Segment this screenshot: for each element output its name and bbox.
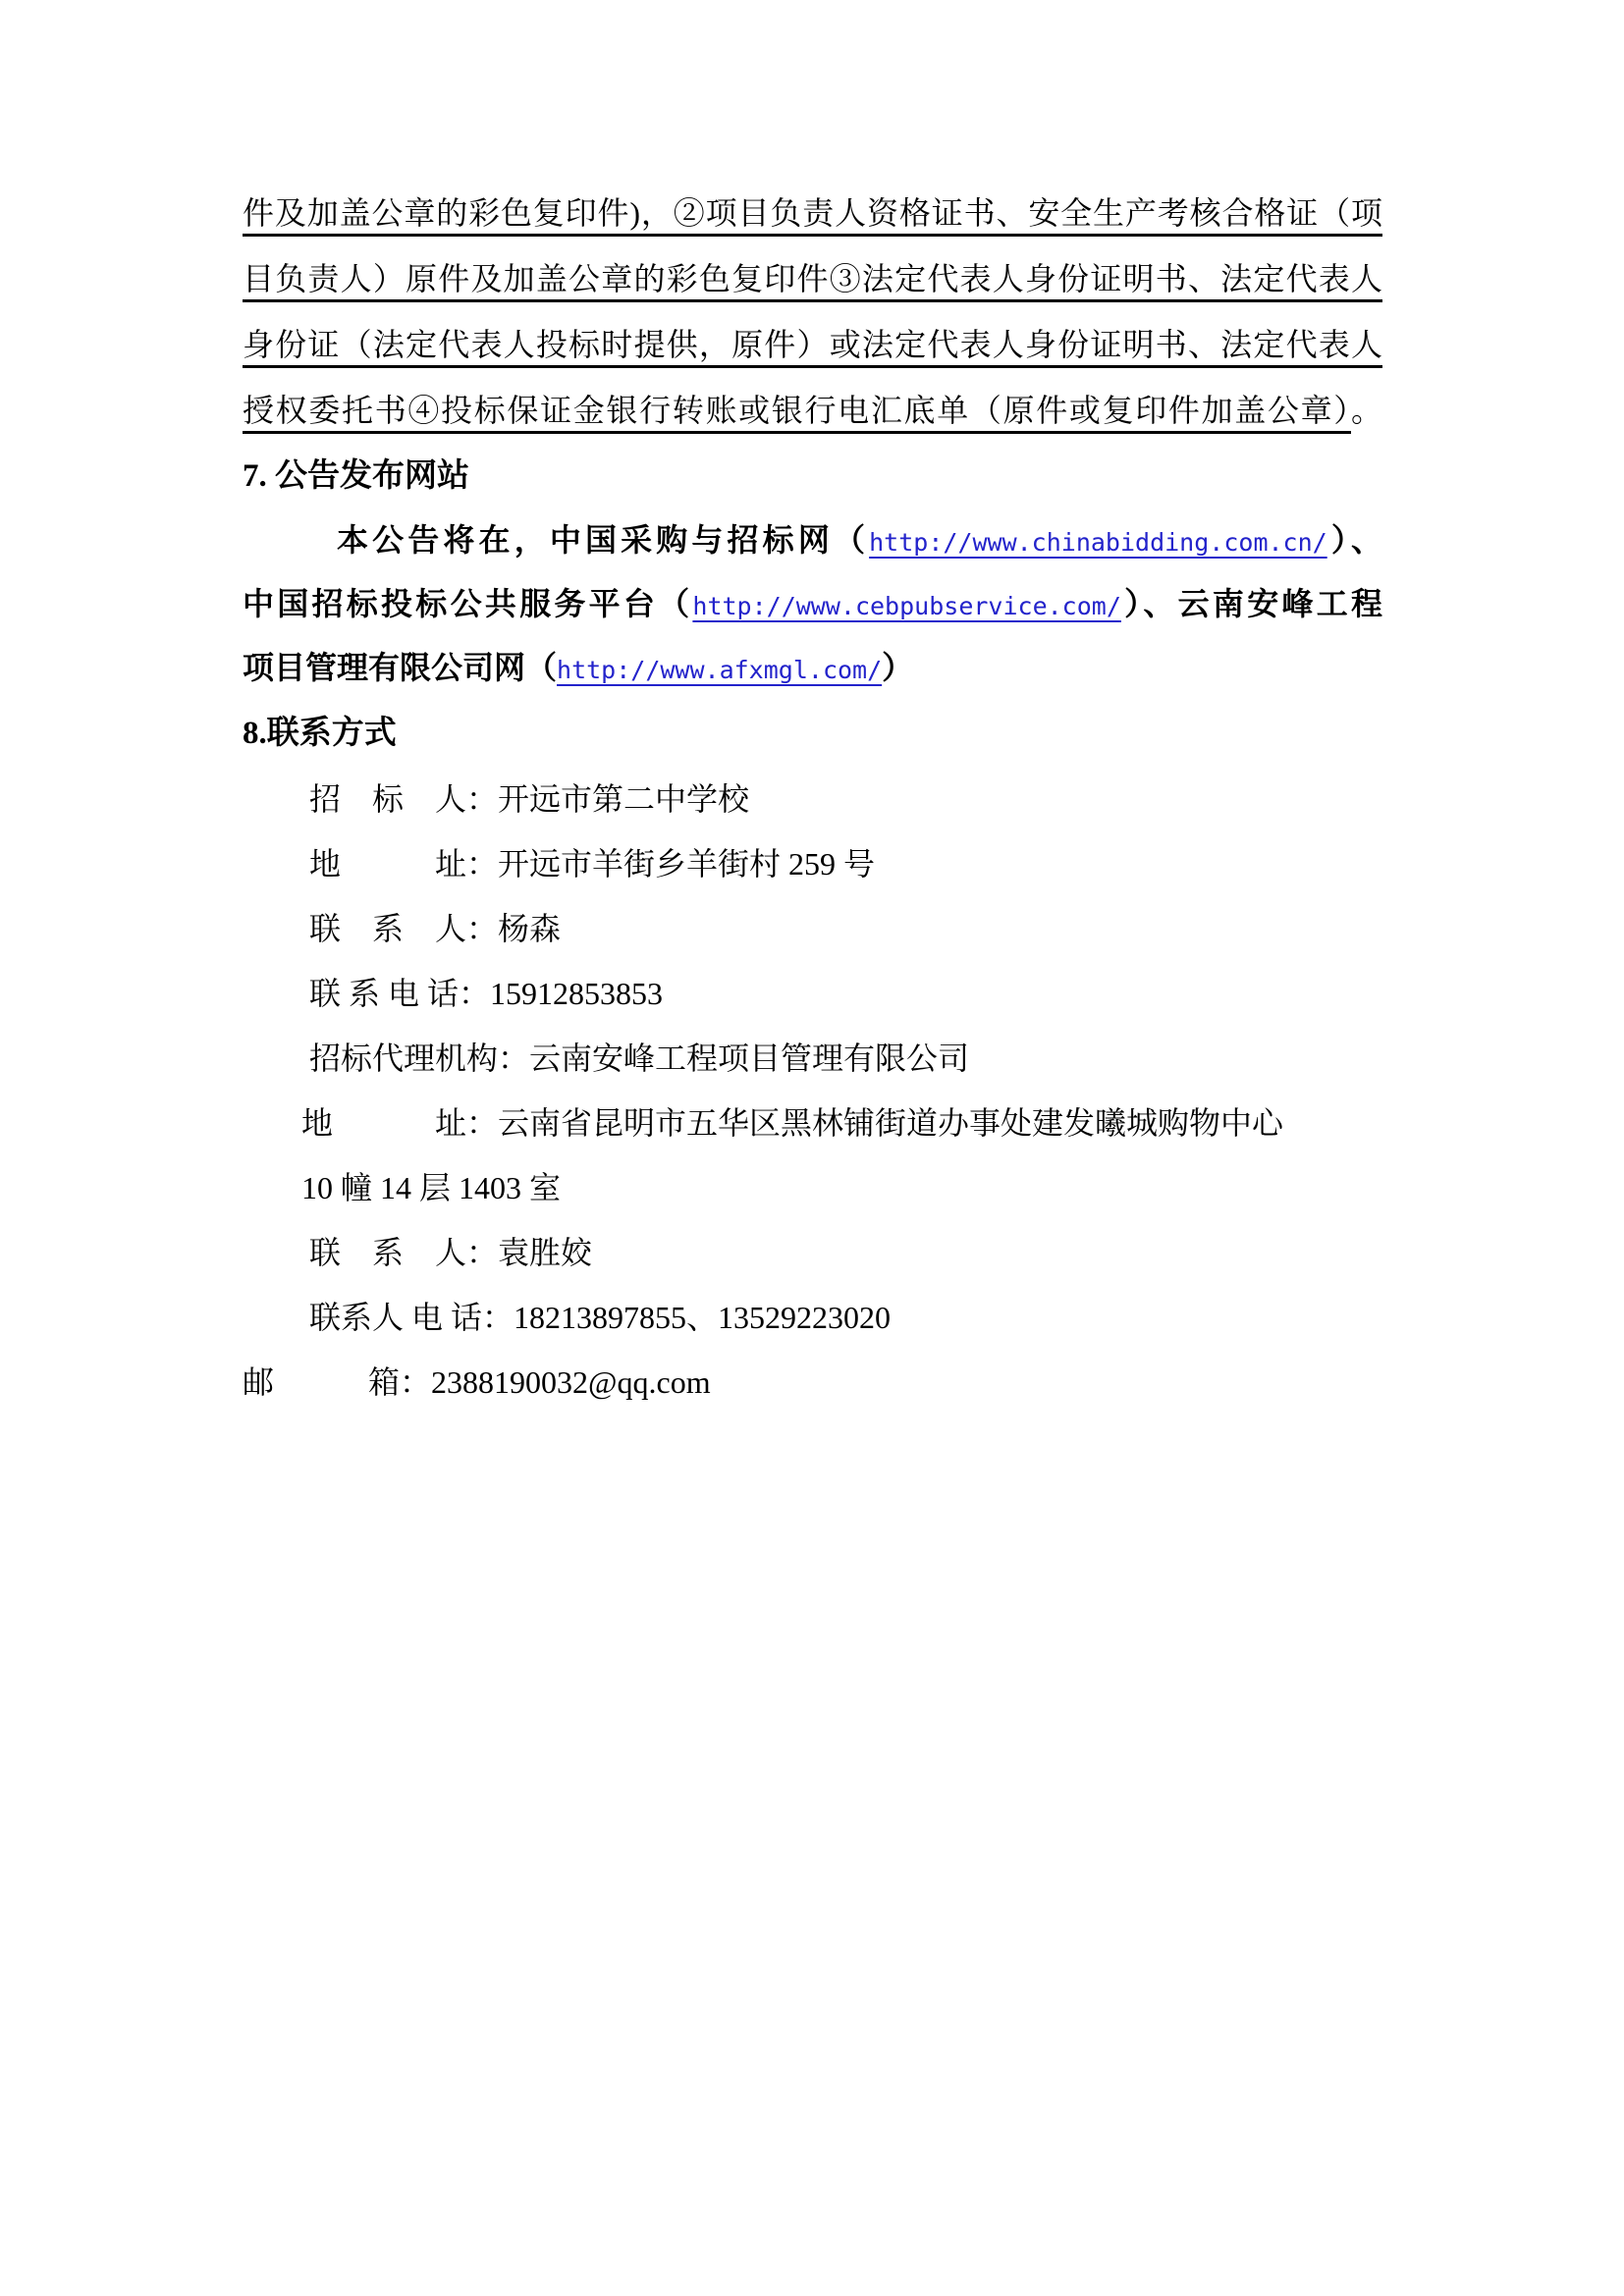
contact-label: 联 系 人： xyxy=(309,1235,499,1270)
contact-value: 杨森 xyxy=(498,911,562,946)
paragraph-line: 件及加盖公章的彩色复印件)，②项目负责人资格证书、安全生产考核合格证（项 xyxy=(243,195,1382,231)
contact-row-email xyxy=(243,1350,1382,1415)
contact-value: 云南安峰工程项目管理有限公司 xyxy=(529,1041,970,1076)
section7-paragraph-line xyxy=(243,573,1382,637)
contact-row-bidder xyxy=(243,767,1382,831)
contact-label: 招 标 人： xyxy=(309,781,499,817)
contact-row-agency-phone xyxy=(243,1285,1382,1350)
section7-heading: 7. 公告发布网站 xyxy=(243,458,469,494)
section7-text: 项目管理有限公司网（ xyxy=(243,650,558,685)
paragraph-line: 身份证（法定代表人投标时提供，原件）或法定代表人身份证明书、法定代表人 xyxy=(243,327,1382,362)
contact-label: 地 址： xyxy=(301,1105,499,1141)
section7-text: 中国招标投标公共服务平台（ xyxy=(243,586,693,621)
contact-label: 联 系 电 话： xyxy=(309,976,491,1011)
paragraph-period: 。 xyxy=(1350,393,1382,428)
contact-label: 联系人 电 话： xyxy=(309,1300,514,1335)
contact-value: 云南省昆明市五华区黑林铺街道办事处建发曦城购物中心 xyxy=(498,1105,1284,1141)
contact-label: 邮 箱： xyxy=(243,1364,432,1400)
contact-value: 15912853853 xyxy=(490,976,664,1011)
contact-value: 18213897855、13529223020 xyxy=(514,1300,892,1335)
section7-text: 本公告将在，中国采购与招标网（ xyxy=(337,522,870,558)
contact-row-agency xyxy=(243,1026,1382,1091)
contact-label: 地 址： xyxy=(309,846,499,881)
link-afxmgl[interactable]: http://www.afxmgl.com/ xyxy=(557,656,883,684)
contact-row-bidder-address xyxy=(243,831,1382,896)
contact-row-agency-address xyxy=(243,1091,1382,1155)
section7-text: ）、 xyxy=(1326,522,1382,558)
section7-text: ）、云南安峰工程 xyxy=(1120,586,1382,621)
contact-label: 联 系 人： xyxy=(309,911,499,946)
link-chinabidding[interactable]: http://www.chinabidding.com.cn/ xyxy=(869,528,1327,557)
section7-text: ） xyxy=(882,650,914,685)
contact-value: 开远市第二中学校 xyxy=(498,781,750,817)
paragraph-line: 目负责人）原件及加盖公章的彩色复印件③法定代表人身份证明书、法定代表人 xyxy=(243,261,1382,296)
underlined-text: 授权委托书④投标保证金银行转账或银行电汇底单（原件或复印件加盖公章） xyxy=(243,393,1351,428)
contact-row-agency-address-line2 xyxy=(243,1155,1382,1220)
paragraph-line xyxy=(243,378,1382,444)
contact-value: 2388190032@qq.com xyxy=(431,1364,711,1400)
section7-paragraph-line xyxy=(243,509,1382,573)
contact-value: 10 幢 14 层 1403 室 xyxy=(301,1170,562,1205)
contact-row-agency-contact-person xyxy=(243,1220,1382,1285)
contact-row-bidder-contact-person xyxy=(243,896,1382,961)
document-content xyxy=(243,181,1382,1415)
contact-row-bidder-phone xyxy=(243,961,1382,1026)
section8-heading: 8.联系方式 xyxy=(243,716,397,751)
section7-paragraph-line xyxy=(243,637,1382,701)
link-cebpubservice[interactable]: http://www.cebpubservice.com/ xyxy=(692,592,1121,620)
contact-label: 招标代理机构： xyxy=(309,1041,530,1076)
contact-value: 开远市羊街乡羊街村 259 号 xyxy=(498,846,876,881)
contact-value: 袁胜姣 xyxy=(498,1235,593,1270)
